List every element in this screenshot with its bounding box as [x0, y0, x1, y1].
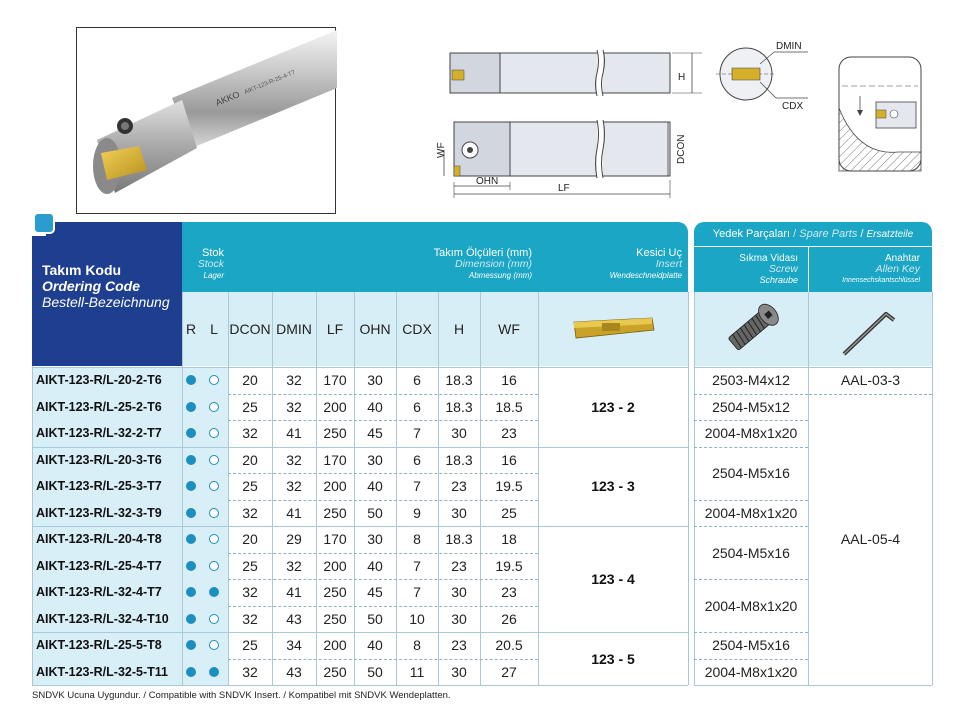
- ordering-code: AIKT-123-R/L-25-3-T7: [36, 479, 162, 494]
- spare-header-sep1: /: [790, 228, 800, 240]
- dim-ohn: 40: [367, 637, 383, 654]
- product-table: [32, 222, 932, 685]
- dim-dcon: 25: [242, 478, 258, 495]
- stock-r-full-icon: [186, 481, 196, 491]
- dim-dmin: 32: [286, 398, 302, 415]
- dim-wf: 16: [501, 451, 517, 468]
- insert-icon: [572, 316, 656, 342]
- dim-dcon: 32: [242, 584, 258, 601]
- dim-h: 30: [451, 425, 467, 442]
- dim-cdx: 7: [413, 584, 421, 601]
- dim-ohn: 50: [367, 610, 383, 627]
- spare-parts-header: [694, 222, 932, 246]
- stock-r-full-icon: [186, 508, 196, 518]
- dim-lf: 200: [323, 478, 347, 495]
- ordering-code: AIKT-123-R/L-32-4-T10: [36, 611, 169, 626]
- insert-header-de: Wendeschneidplatte: [609, 271, 682, 280]
- screw-code: 2004-M8x1x20: [694, 420, 808, 447]
- label-h: H: [678, 72, 686, 83]
- dim-h: 18.3: [445, 398, 473, 415]
- dim-h: 23: [451, 637, 467, 654]
- dim-h: 23: [451, 478, 467, 495]
- spare-header-en: Spare Parts: [799, 228, 858, 240]
- stock-r-dot: [182, 526, 200, 553]
- stock-l-empty-icon: [209, 534, 219, 544]
- stock-r-dot: [182, 579, 200, 606]
- stock-l-dot: [200, 553, 228, 580]
- key-header-en: Allen Key: [875, 263, 920, 275]
- code-header-de: Bestell-Bezeichnung: [42, 294, 170, 310]
- insert-header-en: Insert: [655, 258, 682, 270]
- dim-lf: 200: [323, 637, 347, 654]
- boring-detail-icon: [838, 56, 922, 172]
- insert-code: 123 - 5: [538, 632, 688, 685]
- dim-dmin: 41: [286, 504, 302, 521]
- dim-ohn: 50: [367, 504, 383, 521]
- dim-cdx: 8: [413, 531, 421, 548]
- screw-header-de: Schraube: [759, 275, 798, 285]
- dim-dmin: 32: [286, 557, 302, 574]
- stock-l-empty-icon: [209, 402, 219, 412]
- dim-lf: 170: [323, 451, 347, 468]
- stock-header-tr: Stok: [201, 247, 224, 259]
- label-lf: LF: [558, 183, 570, 194]
- dim-cdx: 6: [413, 451, 421, 468]
- dim-wf: 25: [501, 504, 517, 521]
- stock-l-dot: [200, 632, 228, 659]
- photo-brand: AKKO: [214, 89, 241, 108]
- dim-wf: 26: [501, 610, 517, 627]
- photo-engraving: AIKT-123-R-25-4-T7: [243, 69, 297, 96]
- dim-lf: 250: [323, 425, 347, 442]
- corner-badge-icon: [33, 212, 55, 234]
- stock-l-dot: [200, 447, 228, 474]
- key-header-de: Innensechskantschlüssel: [842, 277, 920, 284]
- stock-l-empty-icon: [209, 614, 219, 624]
- tool-photo: [76, 27, 336, 214]
- dim-ohn: 50: [367, 663, 383, 680]
- stock-header-en: Stock: [197, 258, 224, 270]
- stock-l-dot: [200, 473, 228, 500]
- dim-wf: 19.5: [495, 478, 523, 495]
- stock-r-dot: [182, 606, 200, 633]
- column-header-ohn: OHN: [359, 321, 391, 337]
- stock-r-dot: [182, 367, 200, 394]
- stock-r-dot: [182, 394, 200, 421]
- screw-code: 2504-M5x16: [694, 447, 808, 500]
- dim-ohn: 30: [367, 451, 383, 468]
- dim-wf: 18.5: [495, 398, 523, 415]
- dim-ohn: 45: [367, 425, 383, 442]
- dim-cdx: 7: [413, 478, 421, 495]
- spare-header-tr: Yedek Parçaları: [712, 228, 791, 240]
- dim-dcon: 20: [242, 531, 258, 548]
- footnote: SNDVK Ucuna Uygundur. / Compatible with SNDVK Insert. / Kompatibel mit SNDVK Wendeplatten.: [32, 690, 451, 701]
- column-header-cdx: CDX: [402, 321, 432, 337]
- dim-wf: 16: [501, 372, 517, 389]
- stock-r-dot: [182, 500, 200, 527]
- dim-wf: 18: [501, 531, 517, 548]
- stock-l-dot: [200, 367, 228, 394]
- dim-dcon: 25: [242, 557, 258, 574]
- insert-code: 123 - 2: [538, 367, 688, 447]
- dim-dmin: 29: [286, 531, 302, 548]
- dim-lf: 250: [323, 610, 347, 627]
- tool-side-view-icon: [436, 40, 710, 200]
- dim-lf: 250: [323, 584, 347, 601]
- dim-cdx: 9: [413, 504, 421, 521]
- dim-wf: 23: [501, 584, 517, 601]
- dim-dcon: 32: [242, 504, 258, 521]
- ordering-code: AIKT-123-R/L-32-3-T9: [36, 505, 162, 520]
- stock-l-full-icon: [209, 667, 219, 677]
- dim-h: 18.3: [445, 531, 473, 548]
- dim-cdx: 6: [413, 398, 421, 415]
- stock-r-dot: [182, 632, 200, 659]
- dim-h: 30: [451, 610, 467, 627]
- ordering-code: AIKT-123-R/L-20-2-T6: [36, 373, 162, 388]
- screw-code: 2004-M8x1x20: [694, 659, 808, 686]
- dim-h: 23: [451, 557, 467, 574]
- stock-l-empty-icon: [209, 561, 219, 571]
- insert-code: 123 - 3: [538, 447, 688, 527]
- dim-h: 30: [451, 584, 467, 601]
- stock-l-dot: [200, 606, 228, 633]
- insert-detail-icon: [712, 38, 812, 118]
- screw-icon: [718, 298, 788, 360]
- stock-l-empty-icon: [209, 375, 219, 385]
- dim-ohn: 40: [367, 398, 383, 415]
- dimension-header-en: Dimension (mm): [454, 258, 532, 270]
- stock-r-dot: [182, 447, 200, 474]
- key-header-tr: Anahtar: [884, 253, 920, 264]
- insert-header: [610, 248, 682, 281]
- ordering-code: AIKT-123-R/L-25-2-T6: [36, 399, 162, 414]
- stock-r-full-icon: [186, 587, 196, 597]
- dim-cdx: 7: [413, 425, 421, 442]
- stock-l-dot: [200, 420, 228, 447]
- label-dmin: DMIN: [776, 41, 802, 52]
- dim-cdx: 7: [413, 557, 421, 574]
- ordering-code: AIKT-123-R/L-32-5-T11: [36, 664, 168, 679]
- stock-r-full-icon: [186, 455, 196, 465]
- dim-dmin: 34: [286, 637, 302, 654]
- dim-dcon: 20: [242, 372, 258, 389]
- key-code: AAL-03-3: [809, 367, 932, 394]
- spare-header-sep2: /: [857, 228, 867, 240]
- column-header-l: L: [210, 321, 218, 337]
- dim-h: 18.3: [445, 372, 473, 389]
- allen-key-icon: [838, 302, 898, 358]
- column-header-h: H: [453, 321, 465, 337]
- stock-r-dot: [182, 473, 200, 500]
- dim-h: 18.3: [445, 451, 473, 468]
- stock-header-de: Lager: [203, 271, 224, 280]
- dim-lf: 170: [323, 372, 347, 389]
- dim-wf: 20.5: [495, 637, 523, 654]
- ordering-code: AIKT-123-R/L-20-3-T6: [36, 452, 162, 467]
- dim-ohn: 30: [367, 372, 383, 389]
- dim-wf: 19.5: [495, 557, 523, 574]
- dim-dcon: 32: [242, 425, 258, 442]
- code-header-en: Ordering Code: [42, 278, 141, 294]
- dim-h: 30: [451, 663, 467, 680]
- stock-l-dot: [200, 500, 228, 527]
- dim-dmin: 32: [286, 372, 302, 389]
- stock-r-dot: [182, 553, 200, 580]
- screw-code: 2504-M5x16: [694, 632, 808, 659]
- label-cdx: CDX: [782, 101, 804, 112]
- screw-header-en: Screw: [768, 263, 798, 275]
- dimension-header-tr: Takım Ölçüleri (mm): [433, 247, 532, 259]
- dim-ohn: 45: [367, 584, 383, 601]
- dim-ohn: 30: [367, 531, 383, 548]
- screw-code: 2004-M8x1x20: [694, 579, 808, 632]
- dim-dmin: 32: [286, 451, 302, 468]
- stock-l-empty-icon: [209, 508, 219, 518]
- stock-l-empty-icon: [209, 640, 219, 650]
- ordering-code: AIKT-123-R/L-20-4-T8: [36, 532, 162, 547]
- stock-r-full-icon: [186, 667, 196, 677]
- stock-header: [198, 248, 224, 281]
- stock-l-dot: [200, 394, 228, 421]
- dim-dmin: 41: [286, 425, 302, 442]
- dim-dmin: 43: [286, 663, 302, 680]
- screw-code: 2004-M8x1x20: [694, 500, 808, 527]
- stock-r-full-icon: [186, 375, 196, 385]
- stock-l-empty-icon: [209, 428, 219, 438]
- dim-ohn: 40: [367, 478, 383, 495]
- label-wf: WF: [436, 142, 447, 158]
- dim-dcon: 25: [242, 398, 258, 415]
- code-header-title: [42, 262, 170, 310]
- spare-header-de: Ersatzteile: [866, 228, 914, 240]
- dim-dcon: 20: [242, 451, 258, 468]
- column-header-r: R: [185, 321, 197, 337]
- stock-l-full-icon: [209, 587, 219, 597]
- key-code: AAL-05-4: [809, 394, 932, 686]
- label-dcon: DCON: [676, 134, 687, 164]
- dim-dcon: 32: [242, 610, 258, 627]
- dim-ohn: 40: [367, 557, 383, 574]
- dim-lf: 200: [323, 398, 347, 415]
- stock-r-dot: [182, 420, 200, 447]
- stock-r-full-icon: [186, 561, 196, 571]
- ordering-code: AIKT-123-R/L-25-5-T8: [36, 638, 162, 653]
- dim-lf: 200: [323, 557, 347, 574]
- stock-l-dot: [200, 659, 228, 686]
- stock-l-empty-icon: [209, 455, 219, 465]
- dim-cdx: 10: [409, 610, 425, 627]
- stock-r-dot: [182, 659, 200, 686]
- dim-lf: 170: [323, 531, 347, 548]
- dim-wf: 27: [501, 663, 517, 680]
- column-header-dmin: DMIN: [276, 321, 312, 337]
- screw-header-tr: Sıkma Vidası: [739, 253, 798, 264]
- dim-dmin: 43: [286, 610, 302, 627]
- label-ohn: OHN: [476, 176, 499, 187]
- stock-r-full-icon: [186, 640, 196, 650]
- stock-r-full-icon: [186, 428, 196, 438]
- dim-cdx: 6: [413, 372, 421, 389]
- column-header-dcon: DCON: [229, 321, 271, 337]
- dim-h: 30: [451, 504, 467, 521]
- dimension-header-de: Abmessung (mm): [468, 271, 532, 280]
- stock-r-full-icon: [186, 614, 196, 624]
- dim-dmin: 32: [286, 478, 302, 495]
- dimension-header: [434, 248, 532, 281]
- screw-code: 2504-M5x12: [694, 394, 808, 421]
- ordering-code: AIKT-123-R/L-25-4-T7: [36, 558, 162, 573]
- dim-lf: 250: [323, 504, 347, 521]
- ordering-code: AIKT-123-R/L-32-2-T7: [36, 426, 162, 441]
- dim-dcon: 32: [242, 663, 258, 680]
- dim-wf: 23: [501, 425, 517, 442]
- dim-cdx: 8: [413, 637, 421, 654]
- screw-code: 2503-M4x12: [694, 367, 808, 394]
- insert-code: 123 - 4: [538, 526, 688, 632]
- stock-l-dot: [200, 579, 228, 606]
- column-header-lf: LF: [326, 321, 344, 337]
- stock-l-dot: [200, 526, 228, 553]
- screw-code: 2504-M5x16: [694, 526, 808, 579]
- column-header-wf: WF: [498, 321, 520, 337]
- stock-l-empty-icon: [209, 481, 219, 491]
- stock-r-full-icon: [186, 534, 196, 544]
- key-header: [842, 253, 920, 286]
- stock-r-full-icon: [186, 402, 196, 412]
- dim-cdx: 11: [409, 663, 425, 680]
- insert-header-tr: Kesici Uç: [636, 247, 682, 259]
- ordering-code: AIKT-123-R/L-32-4-T7: [36, 585, 162, 600]
- code-header-tr: Takım Kodu: [42, 262, 122, 278]
- dim-dcon: 25: [242, 637, 258, 654]
- dim-lf: 250: [323, 663, 347, 680]
- screw-header: [739, 253, 798, 286]
- dim-dmin: 41: [286, 584, 302, 601]
